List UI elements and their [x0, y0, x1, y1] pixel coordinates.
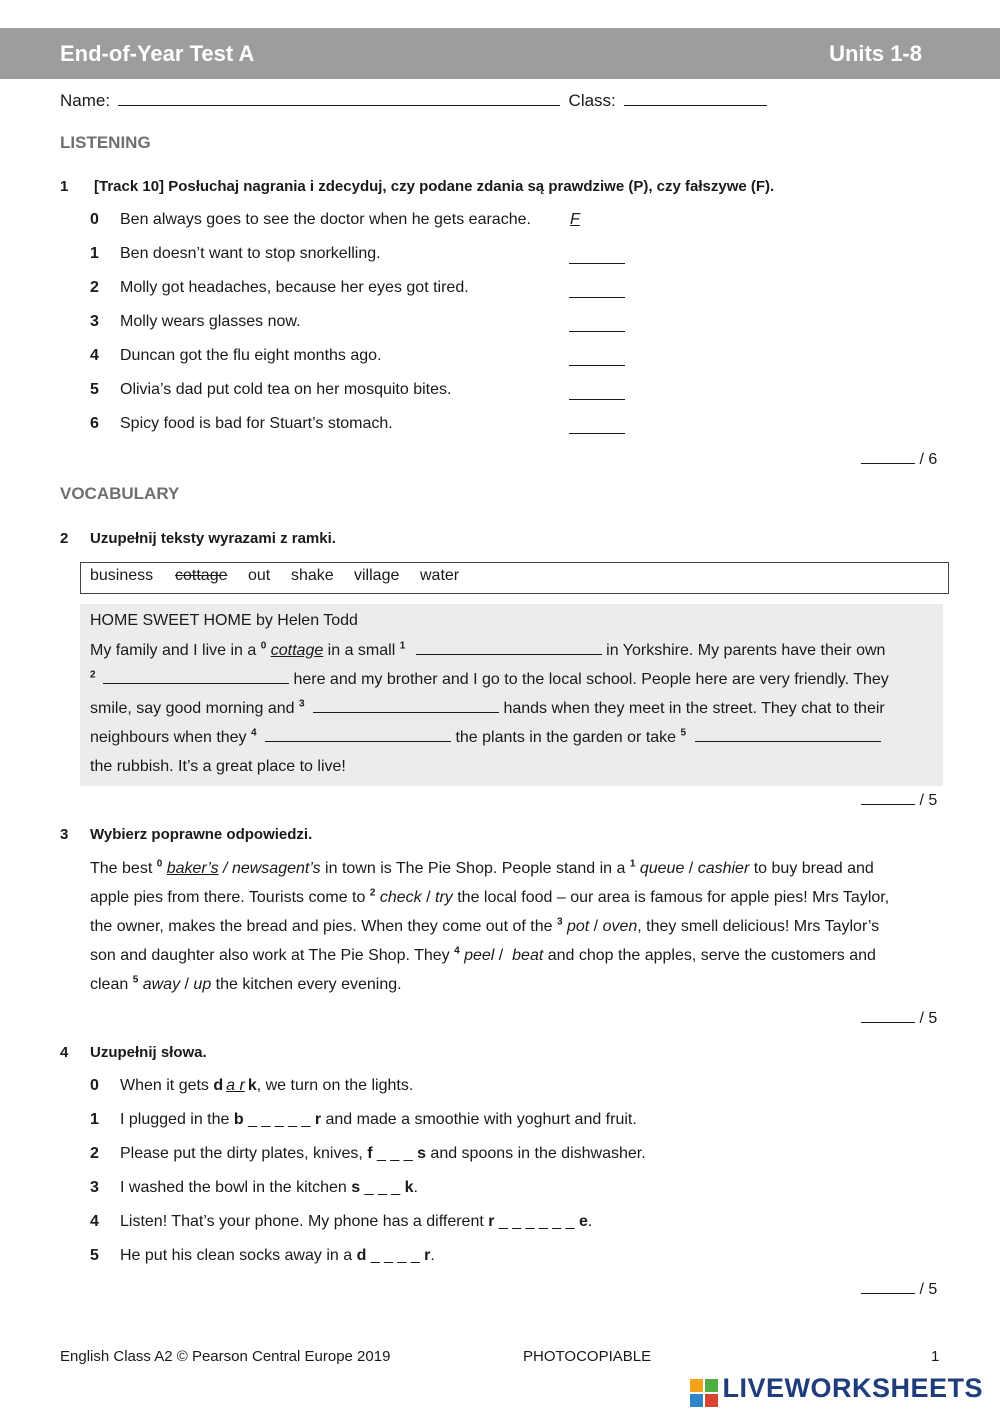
item-text: I plugged in the b _ _ _ _ _ r and made a smoothie with yoghurt and fruit.	[120, 1111, 637, 1128]
answer-field[interactable]	[569, 297, 625, 298]
q3-line-1: The best $^0$ baker’s / newsagent’s in town is The Pie Shop. People stand in a $^1$ queue / cashier to buy bread and	[90, 858, 874, 877]
item-text: Molly wears glasses now.	[120, 313, 301, 330]
footer-copyright: English Class A2 © Pearson Central Europe 2019	[60, 1348, 391, 1365]
item-text: Ben doesn’t want to stop snorkelling.	[120, 245, 381, 262]
option[interactable]: pot	[566, 918, 590, 935]
score-field[interactable]	[861, 1293, 915, 1294]
units-label: Units 1-8	[829, 41, 922, 66]
option-selected[interactable]: baker’s	[166, 860, 219, 877]
reading-line-5: the rubbish. It’s a great place to live!	[90, 758, 346, 775]
option[interactable]: check	[379, 889, 422, 906]
liveworksheets-icon	[690, 1379, 718, 1407]
item-number: 5	[90, 381, 99, 398]
word-box-item: cottage	[175, 567, 228, 584]
class-field[interactable]	[624, 105, 767, 106]
gap-2[interactable]	[103, 683, 289, 684]
option[interactable]: try	[435, 889, 453, 906]
option[interactable]: peel	[464, 947, 495, 964]
score-q2: / 5	[861, 792, 937, 810]
reading-line-1: My family and I live in a $^0$ cottage in a small $^1$ in Yorkshire. My parents have their own	[90, 640, 886, 659]
word-box-item: business	[90, 567, 154, 584]
word-gap[interactable]: _ _ _ _	[366, 1247, 425, 1264]
answer-field[interactable]	[569, 433, 625, 434]
word-gap[interactable]: _ _ _	[360, 1179, 405, 1196]
score-field[interactable]	[861, 1022, 915, 1023]
example-answer: cottage	[270, 642, 324, 659]
reading-line-2: $^2$ here and my brother and I go to the local school. People here are very friendly. They	[90, 669, 889, 688]
word-gap[interactable]: _ _ _ _ _ _	[494, 1213, 579, 1230]
gap-5[interactable]	[695, 741, 881, 742]
gap-3[interactable]	[313, 712, 499, 713]
section-heading-listening: LISTENING	[60, 133, 151, 152]
q3-line-5: clean $^5$ away / up the kitchen every evening.	[90, 974, 402, 993]
answer-field[interactable]	[569, 365, 625, 366]
item-number: 3	[90, 313, 99, 330]
question-instruction: [Track 10] Posłuchaj nagrania i zdecyduj, czy podane zdania są prawdziwe (P), czy fałszywe (F).	[94, 178, 775, 195]
item-number: 2	[90, 1145, 99, 1162]
option[interactable]: oven	[602, 918, 638, 935]
item-number: 6	[90, 415, 99, 432]
logo-text: LIVEWORKSHEETS	[722, 1373, 983, 1403]
item-text: Olivia’s dad put cold tea on her mosquito bites.	[120, 381, 452, 398]
question-number: 1	[60, 178, 69, 195]
item-number: 1	[90, 245, 99, 262]
item-number: 1	[90, 1111, 99, 1128]
score-field[interactable]	[861, 804, 915, 805]
word-gap[interactable]: _ _ _	[372, 1145, 418, 1162]
item-text: I washed the bowl in the kitchen s _ _ _ k.	[120, 1179, 418, 1196]
item-text: When it gets d a r k, we turn on the lights.	[120, 1077, 414, 1094]
item-number: 5	[90, 1247, 99, 1264]
item-text: Spicy food is bad for Stuart’s stomach.	[120, 415, 393, 432]
item-number: 2	[90, 279, 99, 296]
option[interactable]: away	[142, 976, 181, 993]
word-box-item: water	[420, 567, 460, 584]
class-label: Class:	[568, 91, 616, 110]
q3-line-3: the owner, makes the bread and pies. When they come out of the $^3$ pot / oven, they smell delicious! Mrs Taylor’s	[90, 916, 880, 935]
score-q1: / 6	[861, 451, 937, 469]
name-label: Name:	[60, 91, 111, 110]
item-text: Please put the dirty plates, knives, f _ _ _ s and spoons in the dishwasher.	[120, 1145, 646, 1162]
answer-field[interactable]	[569, 331, 625, 332]
word-box-item: out	[248, 567, 271, 584]
item-text: Duncan got the flu eight months ago.	[120, 347, 382, 364]
example-answer: F	[570, 211, 580, 228]
word-box-item: village	[354, 567, 400, 584]
item-number: 4	[90, 1213, 99, 1230]
test-title: End-of-Year Test A	[60, 41, 255, 66]
reading-title: HOME SWEET HOME by Helen Todd	[90, 612, 358, 629]
q3-line-2: apple pies from there. Tourists come to $^2$ check / try the local food – our area is famous for apple pies! Mrs Taylor,	[90, 887, 890, 906]
question-number: 2	[60, 530, 69, 547]
student-info-row	[60, 91, 767, 111]
q3-line-4: son and daughter also work at The Pie Shop. They $^4$ peel / beat and chop the apples, serve the customers and	[90, 945, 876, 964]
answer-field[interactable]	[569, 399, 625, 400]
gap-1[interactable]	[416, 654, 602, 655]
score-q4: / 5	[861, 1281, 937, 1299]
item-text: He put his clean socks away in a d _ _ _ _ r.	[120, 1247, 435, 1264]
word-gap[interactable]: _ _ _ _ _	[243, 1111, 315, 1128]
option[interactable]: newsagent’s	[231, 860, 321, 877]
reading-line-3: smile, say good morning and $^3$ hands when they meet in the street. They chat to their	[90, 698, 885, 717]
gap-4[interactable]	[265, 741, 451, 742]
option[interactable]: beat	[512, 947, 544, 964]
page-number: 1	[931, 1348, 940, 1365]
question-number: 3	[60, 826, 69, 843]
word-box	[80, 562, 949, 594]
item-text: Ben always goes to see the doctor when he gets earache.	[120, 211, 531, 228]
option[interactable]: up	[193, 976, 212, 993]
footer-photocopiable: PHOTOCOPIABLE	[523, 1348, 652, 1365]
section-heading-vocabulary: VOCABULARY	[60, 484, 180, 503]
word-box-item: shake	[291, 567, 334, 584]
item-text: Molly got headaches, because her eyes got tired.	[120, 279, 469, 296]
liveworksheets-logo[interactable]	[690, 1373, 983, 1407]
name-field[interactable]	[118, 105, 560, 106]
item-number: 4	[90, 347, 99, 364]
word-gap[interactable]: a r	[226, 1077, 245, 1094]
item-number: 0	[90, 211, 99, 228]
question-instruction: Uzupełnij słowa.	[90, 1044, 207, 1061]
header-bar	[0, 28, 1000, 79]
question-instruction: Uzupełnij teksty wyrazami z ramki.	[90, 530, 336, 547]
score-field[interactable]	[861, 463, 915, 464]
option[interactable]: queue	[639, 860, 685, 877]
answer-field[interactable]	[569, 263, 625, 264]
reading-line-4: neighbours when they $^4$ the plants in the garden or take $^5$	[90, 723, 881, 752]
question-instruction: Wybierz poprawne odpowiedzi.	[90, 826, 313, 843]
item-number: 3	[90, 1179, 99, 1196]
item-text: Listen! That’s your phone. My phone has a different r _ _ _ _ _ _ e.	[120, 1213, 593, 1230]
score-q3: / 5	[861, 1010, 937, 1028]
option[interactable]: cashier	[697, 860, 750, 877]
question-number: 4	[60, 1044, 69, 1061]
item-number: 0	[90, 1077, 99, 1094]
